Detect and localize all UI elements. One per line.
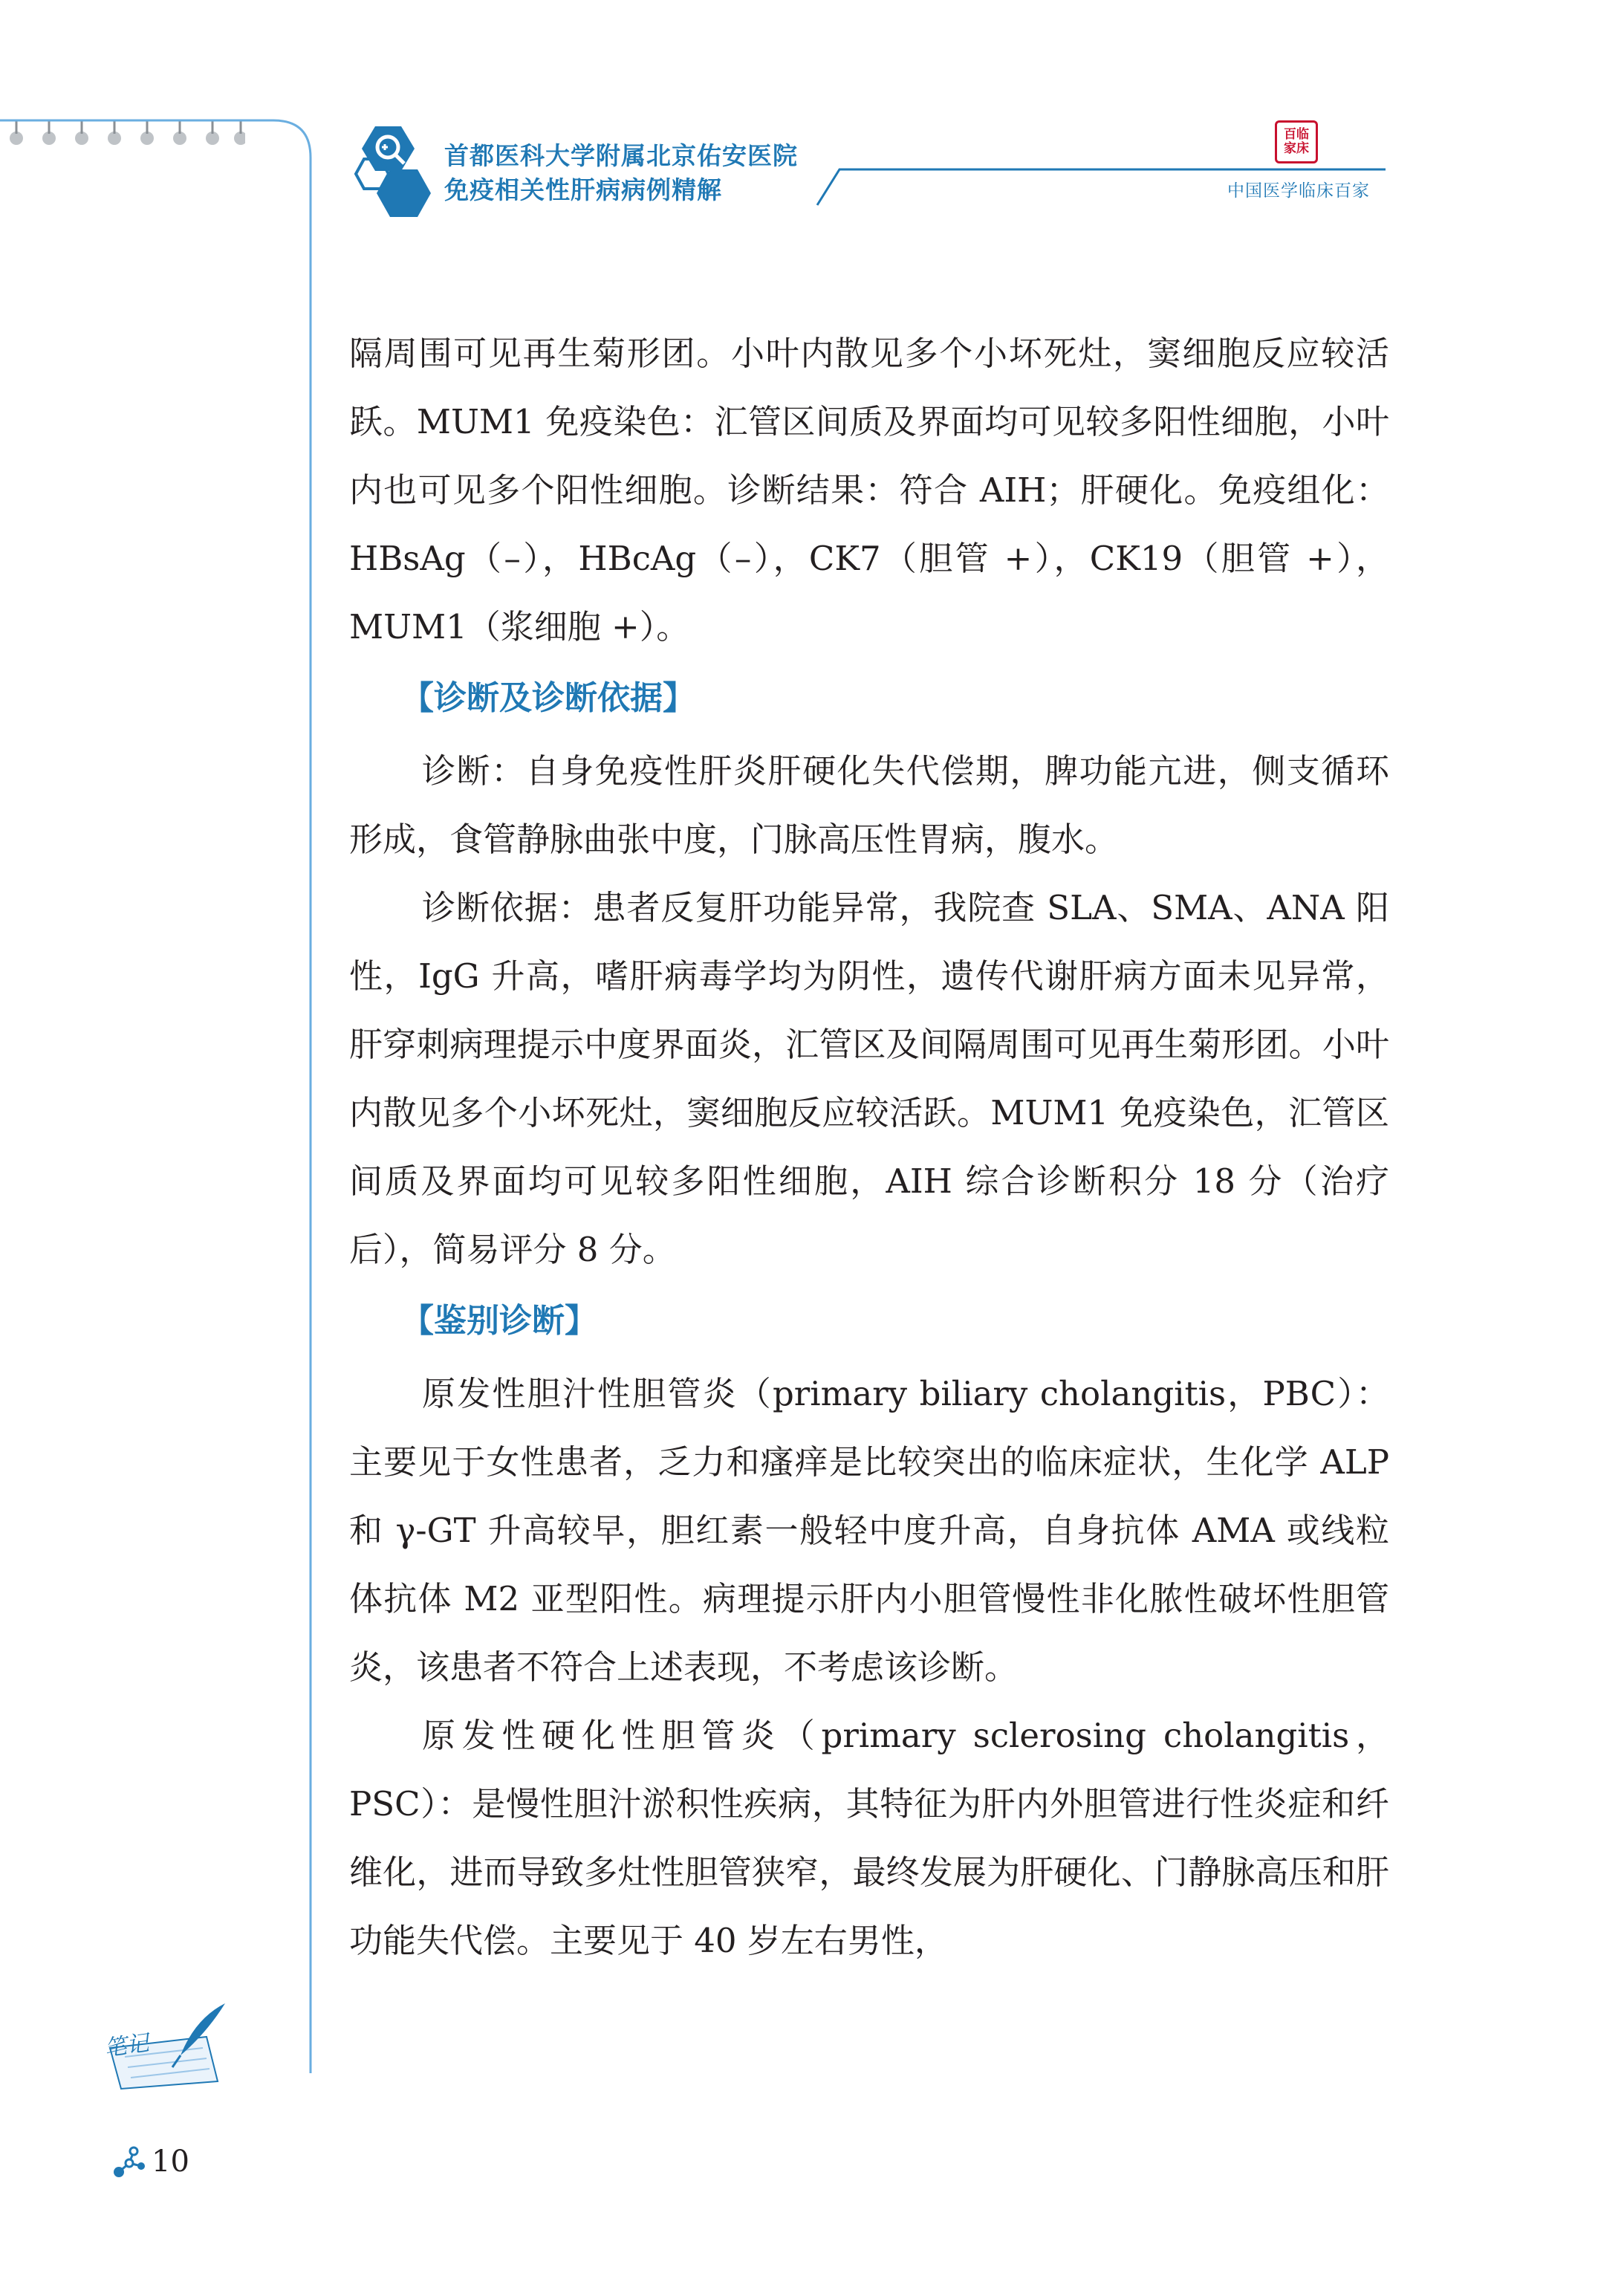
page-number: 10 — [152, 2145, 189, 2179]
hospital-name: 首都医科大学附属北京佑安医院 — [444, 141, 798, 170]
paragraph-diagnostic-basis: 诊断依据：患者反复肝功能异常，我院查 SLA、SMA、ANA 阳性，IgG 升高，嗜肝病毒学均为阴性，遗传代谢肝病方面未见异常，肝穿刺病理提示中度界面炎，汇管区及间隔周围可见再生菊形团。小叶内散见多个小坏死灶，窦细胞反应较活跃。MUM1 免疫染色，汇管区间质及界面均可见较多阳性细胞，AIH 综合诊断积分 18 分（治疗后），简易评分 8 分。 — [349, 888, 1389, 1269]
paragraph-pbc: 原发性胆汁性胆管炎（primary biliary cholangitis，PBC）：主要见于女性患者，乏力和瘙痒是比较突出的临床症状，生化学 ALP 和 γ-GT 升高较早，胆红素一般轻中度升高，自身抗体 AMA 或线粒体抗体 M2 亚型阳性。病理提示肝内小胆管慢性非化脓性破坏性胆管炎，该患者不符合上述表现，不考虑该诊断。 — [349, 1374, 1389, 1687]
seal-logo — [1275, 120, 1318, 163]
section-heading-diagnosis: 【诊断及诊断依据】 — [401, 679, 695, 717]
hexagon-logo-icon — [349, 111, 446, 230]
paragraph-psc: 原发性硬化性胆管炎（primary sclerosing cholangitis，PSC）：是慢性胆汁淤积性疾病，其特征为肝内外胆管进行性炎症和纤维化，进而导致多灶性胆管狭窄，最终发展为肝硬化、门静脉高压和肝功能失代偿。主要见于 40 岁左右男性， — [349, 1716, 1389, 1960]
page-content — [349, 320, 1389, 1975]
notes-label: 笔记 — [103, 2029, 151, 2062]
page-footer — [111, 2144, 189, 2179]
molecule-icon — [111, 2144, 150, 2179]
series-name: 中国医学临床百家 — [1227, 181, 1370, 201]
paragraph-continued: 隔周围可见再生菊形团。小叶内散见多个小坏死灶，窦细胞反应较活跃。MUM1 免疫染色：汇管区间质及界面均可见较多阳性细胞，小叶内也可见多个阳性细胞。诊断结果：符合 AIH；肝硬化。免疫组化：HBsAg（–），HBcAg（–），CK7（胆管 +），CK19（胆管 +），MUM1（浆细胞 +）。 — [349, 334, 1389, 646]
section-heading-differential: 【鉴别诊断】 — [401, 1302, 597, 1340]
paragraph-diagnosis: 诊断：自身免疫性肝炎肝硬化失代偿期，脾功能亢进，侧支循环形成，食管静脉曲张中度，门脉高压性胃病，腹水。 — [349, 751, 1389, 859]
book-title: 免疫相关性肝病病例精解 — [444, 175, 722, 204]
seal-text: 百临家床 — [1284, 127, 1309, 156]
